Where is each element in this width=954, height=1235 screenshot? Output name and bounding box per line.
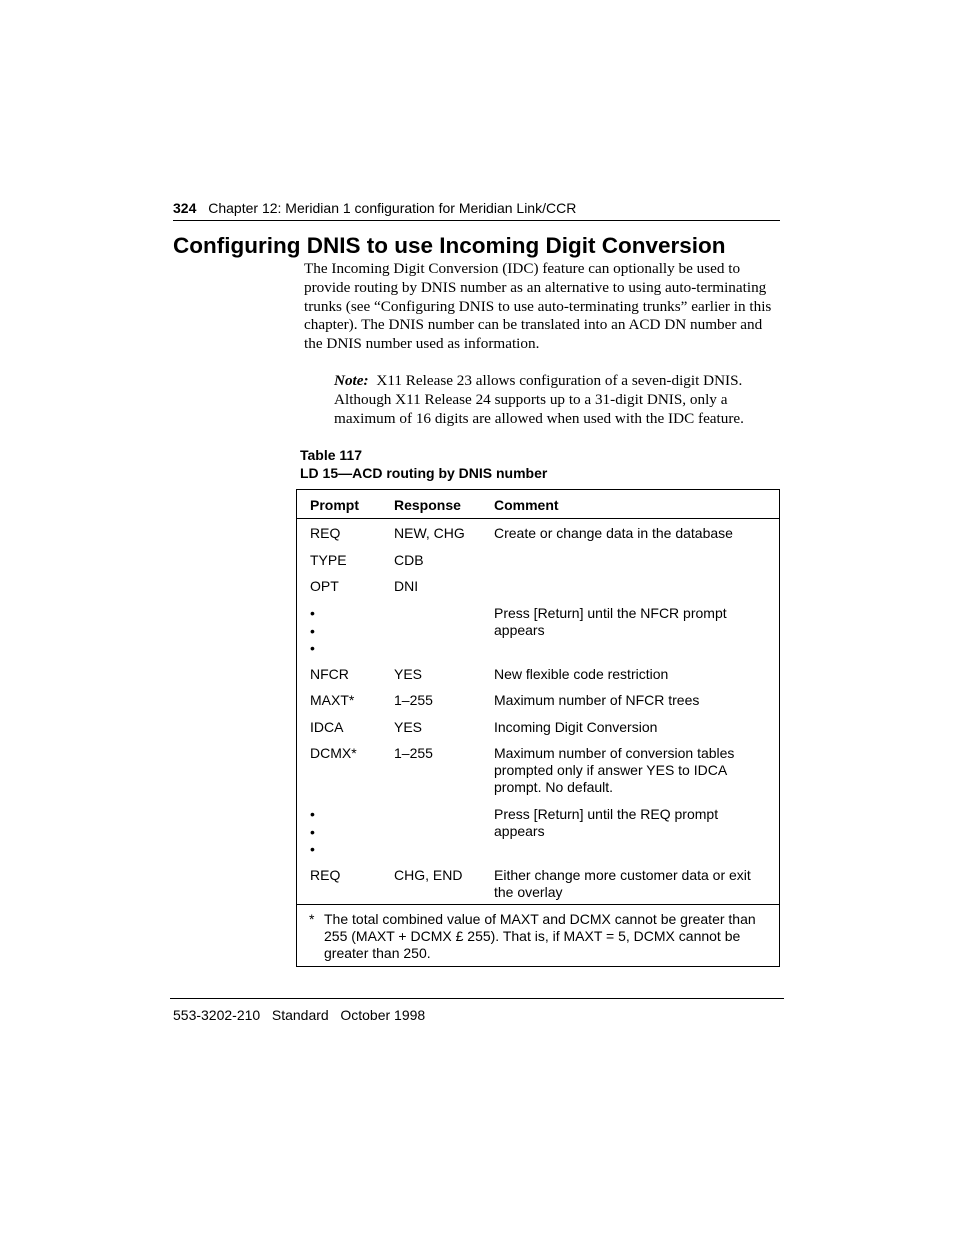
note-text: X11 Release 23 allows configuration of a seven-digit DNIS. Although X11 Release 24 supports up to a 31-digit DNIS, only a maximum of 16 digits are allowed when used with the IDC feature.: [334, 372, 744, 427]
header-divider: [297, 518, 779, 519]
footer-rule: [170, 998, 784, 999]
chapter-title: Chapter 12: Meridian 1 configuration for Meridian Link/CCR: [208, 200, 577, 216]
table-cell-prompt: REQ: [310, 525, 341, 541]
table-cell-prompt: NFCR: [310, 666, 349, 682]
table-cell-response: 1–255: [394, 745, 433, 761]
table-cell-response: YES: [394, 719, 423, 735]
column-header-prompt: Prompt: [310, 497, 359, 513]
table-cell-response: YES: [394, 666, 423, 682]
footnote-divider: [297, 904, 779, 905]
table-title: LD 15—ACD routing by DNIS number: [300, 465, 548, 481]
table-cell-comment: Press [Return] until the NFCR prompt appears: [494, 605, 727, 638]
document-number: 553-3202-210: [173, 1007, 261, 1023]
note: [334, 372, 774, 428]
table-cell-comment: Either change more customer data or exit the overlay: [494, 867, 751, 900]
table-cell-response: CHG, END: [394, 867, 463, 883]
column-header-response: Response: [394, 497, 461, 513]
table-cell-prompt: TYPE: [310, 552, 347, 568]
table-number: Table 117: [300, 447, 363, 463]
table-cell-comment: New flexible code restriction: [494, 666, 669, 682]
note-label: Note:: [334, 372, 369, 389]
page-number: 324: [173, 200, 197, 216]
document-status: Standard: [271, 1007, 329, 1023]
section-title: Configuring DNIS to use Incoming Digit Conversion: [173, 233, 726, 258]
table-cell-response: 1–255: [394, 692, 433, 708]
running-footer: [173, 1007, 425, 1024]
table-caption: [300, 446, 547, 482]
header-rule: [173, 220, 780, 221]
table-cell-prompt: • • •: [310, 806, 315, 857]
footnote-marker: *: [309, 911, 315, 927]
table-cell-prompt: MAXT*: [310, 692, 355, 708]
table-cell-prompt: OPT: [310, 578, 339, 594]
table-cell-prompt: REQ: [310, 867, 341, 883]
table-cell-prompt: • • •: [310, 605, 315, 656]
table-cell-comment: Maximum number of conversion tables prompted only if answer YES to IDCA prompt. No default.: [494, 745, 735, 795]
footnote-text: The total combined value of MAXT and DCMX cannot be greater than 255 (MAXT + DCMX £ 255). That is, if MAXT = 5, DCMX cannot be greater than 250.: [324, 911, 756, 961]
prompt-table: [296, 489, 780, 967]
table-cell-comment: Maximum number of NFCR trees: [494, 692, 700, 708]
table-cell-response: CDB: [394, 552, 424, 568]
table-cell-comment: Press [Return] until the REQ prompt appears: [494, 806, 719, 839]
body-paragraph: The Incoming Digit Conversion (IDC) feature can optionally be used to provide routing by DNIS number as an alternative to using auto-terminating trunks (see “Configuring DNIS to use auto-terminating trunks” earlier in this chapter). The DNIS number can be translated into an ACD DN number and the DNIS number used as information.: [304, 260, 772, 353]
table-cell-prompt: DCMX*: [310, 745, 357, 761]
table-cell-response: DNI: [394, 578, 419, 594]
table-cell-response: NEW, CHG: [394, 525, 465, 541]
table-cell-comment: Incoming Digit Conversion: [494, 719, 658, 735]
table-cell-prompt: IDCA: [310, 719, 344, 735]
table-cell-comment: Create or change data in the database: [494, 525, 733, 541]
running-header: [173, 200, 780, 217]
column-header-comment: Comment: [494, 497, 559, 513]
document-date: October 1998: [340, 1007, 426, 1023]
